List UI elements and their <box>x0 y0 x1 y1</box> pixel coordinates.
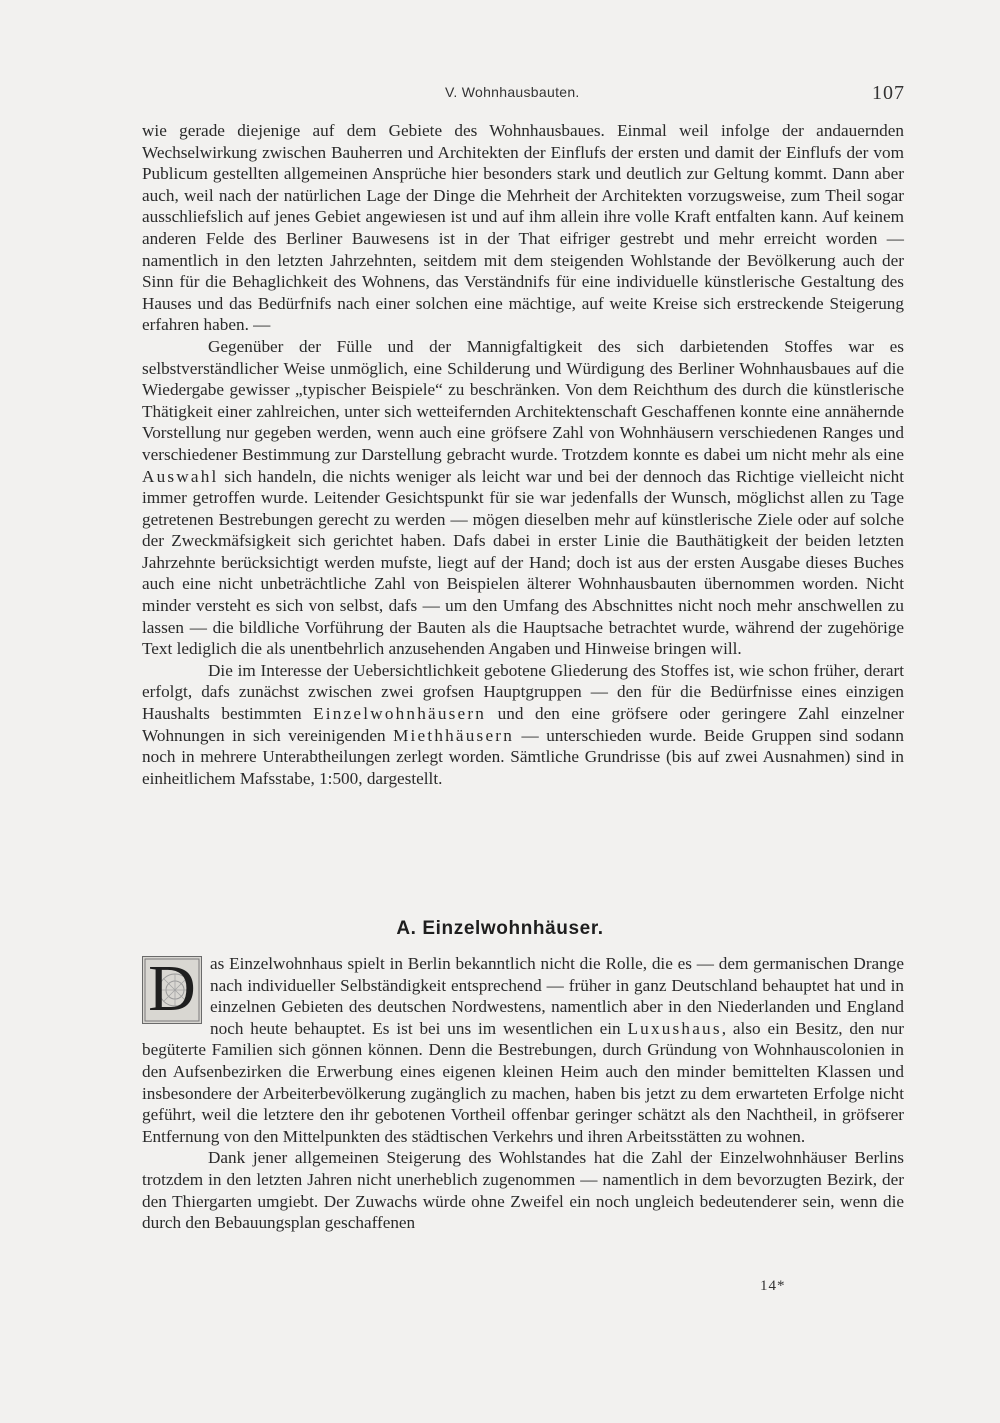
paragraph-3-text-b: und den eine gröfsere oder geringere Zahl einzelner Wohnungen in sich vereinigenden <box>142 704 904 745</box>
page-number: 107 <box>872 82 905 104</box>
section-paragraph-1 <box>142 953 904 1147</box>
signature-mark: 14* <box>760 1278 786 1294</box>
section-heading: A. Einzelwohnhäuser. <box>396 918 604 939</box>
paragraph-2 <box>142 336 904 660</box>
section-paragraph-1-text-a: as Einzelwohnhaus spielt in Berlin bekanntlich nicht die Rolle, die es — dem germanischen Drange nach individueller Selbständigkeit entsprechend — früher in ganz Deutschland behauptet hat und in einzelnen Gebieten des deutschen Nordwestens, namentlich aber in den Niederlanden und England noch heute behauptet. Es ist bei uns im wesentlichen ein <box>210 954 904 1038</box>
paragraph-3-text-c: — unterschieden wurde. Beide Gruppen sind sodann noch in mehrere Unterabtheilungen zerlegt worden. Sämtliche Grundrisse (bis auf zwei Ausnahmen) sind in einheitlichem Mafsstabe, 1:500, dargestellt. <box>142 725 904 788</box>
paragraph-1-text: wie gerade diejenige auf dem Gebiete des Wohnhausbaues. Einmal weil infolge der andauernden Wechselwirkung zwischen Bauherren und Architekten der Einflufs der ersten und damit der Einflufs der vom Publicum gestellten allgemeinen Ansprüche hier besonders stark und deutlich zur Geltung kommt. Dann aber auch, weil nach der natürlichen Lage der Dinge die Mehrheit der Architekten vorzugsweise, zum Theil sogar ausschliefslich auf jenes Gebiet angewiesen ist und auf ihm allein ihre volle Kraft entfalten kann. Auf keinem anderen Felde des Berliner Bauwesens ist in der That eifriger gestrebt und mehr erreicht worden — namentlich in den letzten Jahrzehnten, seitdem mit dem steigenden Wohlstande der Bevölkerung auch der Sinn für die Behaglichkeit des Wohnens, das Verständnifs für eine individuelle künstlerische Gestaltung des Hauses und das Bedürfnifs nach einer solchen eine mächtige, auf weite Kreise sich erstreckende Steigerung erfahren haben. — <box>142 121 904 335</box>
section-text <box>142 953 904 1234</box>
paragraph-3-text-a: Die im Interesse der Uebersichtlichkeit gebotene Gliederung des Stoffes ist, wie schon früher, derart erfolgt, dafs zunächst zwischen zwei grofsen Hauptgruppen — den für die Bedürfnisse eines einzigen Haushalts bestimmten <box>142 660 904 724</box>
paragraph-1 <box>142 120 904 336</box>
running-head <box>0 84 1000 106</box>
paragraph-2-text-b: sich handeln, die nichts weniger als leicht war und bei der dennoch das Richtige vielleicht nicht immer getroffen wurde. Leitender Gesichtspunkt für sie war jedenfalls der Wunsch, möglichst allen zu Tage getretenen Bestrebungen gerecht zu werden — mögen dieselben mehr auf künstlerische Ziele oder auf solche der Zweckmäfsigkeit sich gerichtet haben. Dafs dabei in erster Linie die Bauthätigkeit der beiden letzten Jahrzehnte berücksichtigt werden mufste, liegt auf der Hand; doch ist aus der ersten Ausgabe dieses Buches auch eine nicht unbeträchtliche Zahl von Beispielen älterer Wohnhausbauten übernommen worden. Nicht minder versteht es sich von selbst, dafs — um den Umfang des Abschnittes nicht noch mehr anschwellen zu lassen — die bildliche Vorführung der Bauten als die Hauptsache betrachtet wurde, während der zugehörige Text lediglich die als unentbehrlich anzusehenden Angaben und Hinweise bringen will. <box>142 466 904 659</box>
emphasis-einzelwohnhaeuser: Einzelwohnhäusern <box>313 704 487 724</box>
section-paragraph-2 <box>142 1147 904 1233</box>
section-paragraph-2-text: Dank jener allgemeinen Steigerung des Wohlstandes hat die Zahl der Einzelwohnhäuser Berlins trotzdem in den letzten Jahren nicht unerheblich zugenommen — namentlich in dem bevorzugten Bezirk, der den Thiergarten umgiebt. Der Zuwachs würde ohne Zweifel ein noch ungleich bedeutenderer sein, wenn die durch den Bebauungsplan geschaffenen <box>142 1148 904 1233</box>
section-paragraph-1-text-b: , also ein Besitz, den nur begüterte Familien sich gönnen können. Denn die Bestrebungen, durch Gründung von Wohnhauscolonien in den Aufsenbezirken die Erwerbung eines eigenen kleinen Heim auch den minder bemittelten Klassen und insbesondere der Arbeiterbevölkerung zugänglich zu machen, haben bis jetzt zu dem erwarteten Erfolge nicht geführt, weil die letztere den ihr gebotenen Vortheil offenbar geringer schätzt als den Nachtheil, in gröfserer Entfernung von den Mittelpunkten des städtischen Verkehrs und ihren Arbeitsstätten zu wohnen. <box>142 1018 904 1146</box>
paragraph-3 <box>142 660 904 790</box>
body-text <box>142 120 904 789</box>
emphasis-miethhaeuser: Miethhäusern <box>393 725 514 745</box>
emphasis-luxushaus: Luxushaus <box>627 1018 722 1038</box>
initial-letter: D <box>148 952 196 1025</box>
paragraph-2-text-a: Gegenüber der Fülle und der Mannigfaltigkeit des sich darbietenden Stoffes war es selbstverständlicher Weise unmöglich, eine Schilderung und Würdigung des Berliner Wohnhausbaues auf die Wiedergabe gewisser „typischer Beispiele“ zu beschränken. Von dem Reichthum des durch die künstlerische Thätigkeit einer zahlreichen, unter sich wetteifernden Architektenschaft Geschaffenen konnte eine annähernde Vorstellung nur gegeben werden, wenn auch eine gröfsere Zahl von Wohnhäusern verschiedenen Ranges und verschiedener Bestimmung zur Darstellung gebracht wurde. Trotzdem konnte es dabei um nicht mehr als eine <box>142 336 904 464</box>
emphasis-auswahl: Auswahl <box>142 466 219 486</box>
running-title: V. Wohnhausbauten. <box>445 84 580 100</box>
ornamental-initial <box>142 952 202 1025</box>
